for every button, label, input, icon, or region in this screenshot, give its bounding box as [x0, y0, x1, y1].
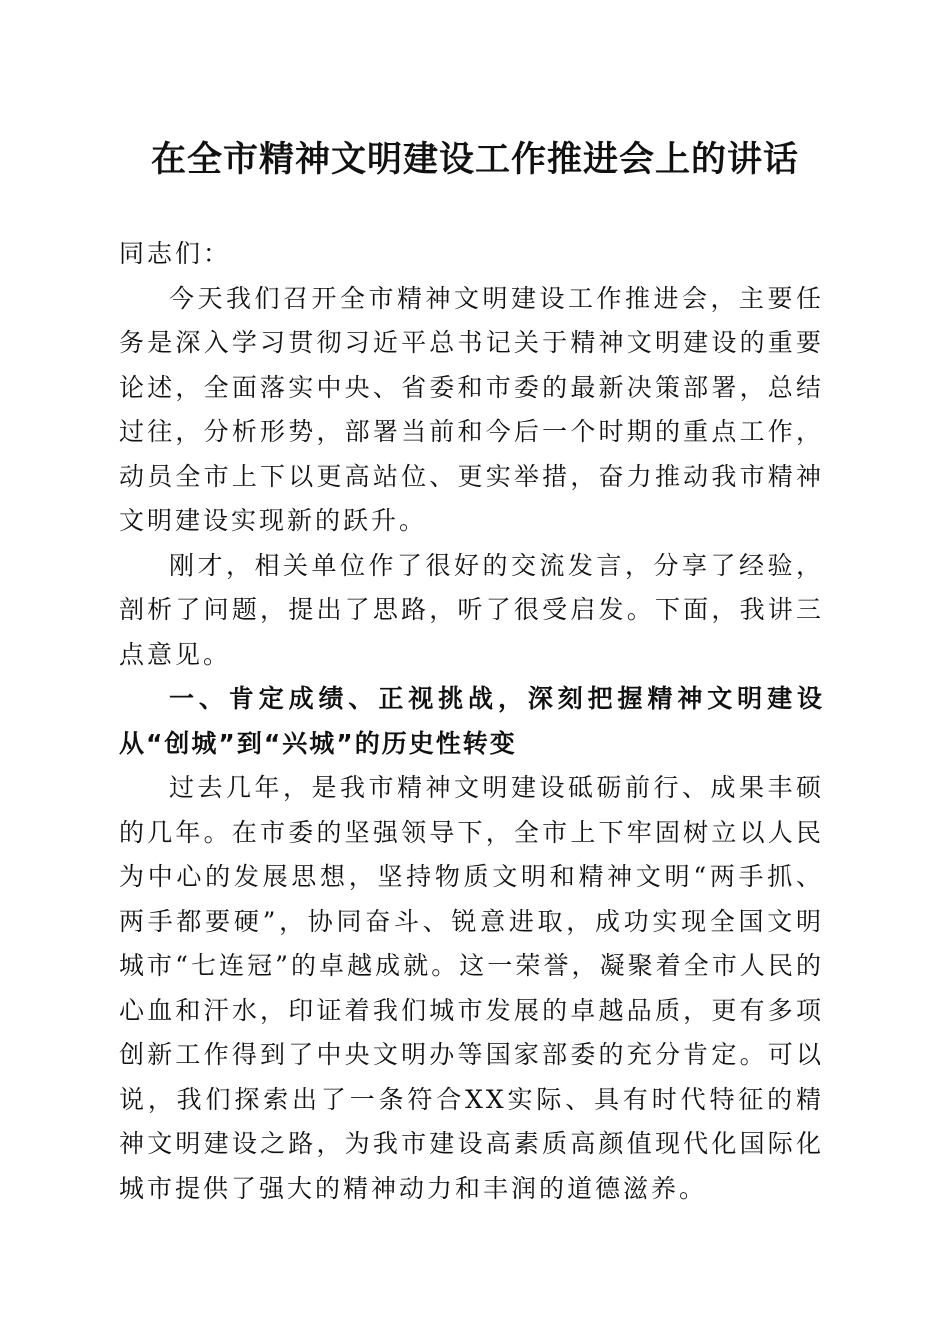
document-body: [119, 232, 824, 1211]
paragraph-opening: 今天我们召开全市精神文明建设工作推进会，主要任务是深入学习贯彻习近平总书记关于精神文明建设的重要论述，全面落实中央、省委和市委的最新决策部署，总结过往，分析形势，部署当前和今后一个时期的重点工作，动员全市上下以更高站位、更实举措，奋力推动我市精神文明建设实现新的跃升。: [119, 283, 824, 535]
salutation: 同志们：: [119, 239, 232, 268]
document-title: 在全市精神文明建设工作推进会上的讲话: [150, 139, 799, 180]
paragraph-transition: 刚才，相关单位作了很好的交流发言，分享了经验，剖析了问题，提出了思路，听了很受启发。下面，我讲三点意见。: [119, 550, 824, 669]
section-1-paragraph: 过去几年，是我市精神文明建设砥砺前行、成果丰硕的几年。在市委的坚强领导下，全市上下牢固树立以人民为中心的发展思想，坚持物质文明和精神文明“两手抓、两手都要硬”，协同奋斗、锐意进取，成功实现全国文明城市“七连冠”的卓越成就。这一荣誉，凝聚着全市人民的心血和汗水，印证着我们城市发展的卓越品质，更有多项创新工作得到了中央文明办等国家部委的充分肯定。可以说，我们探索出了一条符合XX实际、具有时代特征的精神文明建设之路，为我市建设高素质高颜值现代化国际化城市提供了强大的精神动力和丰润的道德滋养。: [119, 773, 824, 1203]
section-heading-1: 一、肯定成绩、正视挑战，深刻把握精神文明建设从“创城”到“兴城”的历史性转变: [119, 684, 824, 758]
